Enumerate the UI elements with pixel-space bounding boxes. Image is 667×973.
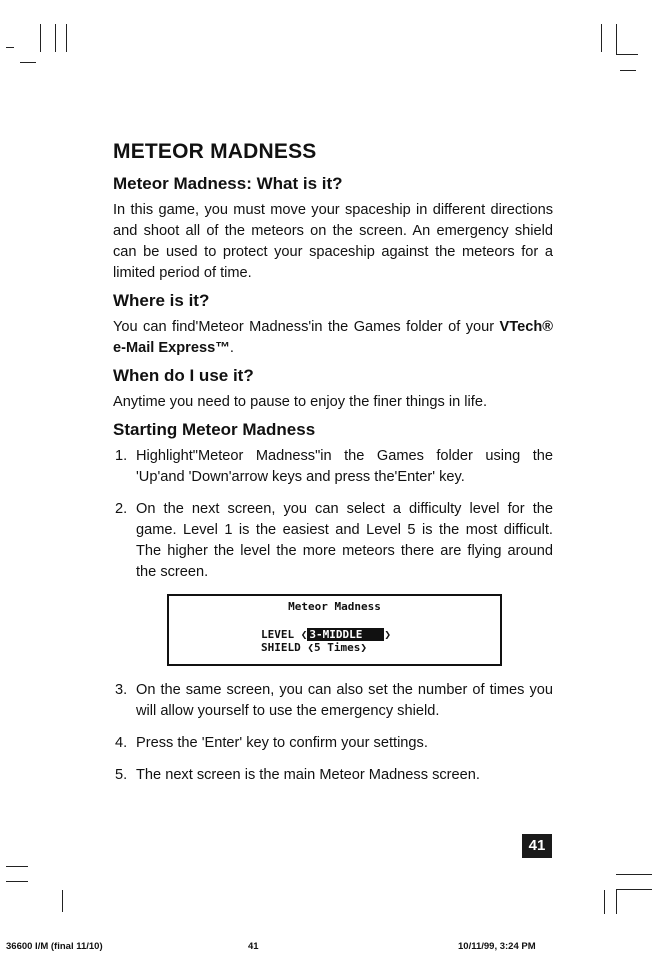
crop-mark-top-right — [620, 70, 636, 71]
crop-mark-top-left — [55, 24, 56, 52]
where-text-end: . — [229, 340, 234, 356]
chevron-left-icon: ❮ — [307, 641, 314, 654]
crop-mark-top-right — [616, 54, 638, 55]
crop-mark-bottom-left — [62, 890, 63, 912]
footer-right: 10/11/99, 3:24 PM — [458, 941, 536, 952]
section-title-when: When do I use it? — [113, 366, 254, 385]
section-body-when: Anytime you need to pause to enjoy the finer things in life. — [113, 394, 487, 410]
section-body-what: In this game, you must move your spaceship in different directions and shoot all of the meteors on the screen. An emergency shield can be used to protect your spaceship against the meteors for a limited period of time. — [113, 202, 553, 281]
crop-mark-bottom-right — [604, 890, 605, 914]
level-label: LEVEL — [261, 628, 295, 641]
shield-value: 5 Times — [314, 641, 361, 654]
crop-mark-bottom-left — [6, 866, 28, 867]
step-text: The next screen is the main Meteor Madness screen. — [136, 767, 480, 783]
chevron-right-icon: ❯ — [384, 628, 391, 641]
step-item — [113, 765, 553, 786]
section-title-start: Starting Meteor Madness — [113, 420, 316, 439]
crop-mark-bottom-right — [616, 890, 617, 914]
step-item — [113, 733, 553, 754]
crop-mark-bottom-left — [6, 881, 28, 882]
step-number: 3. — [115, 682, 128, 698]
crop-mark-top-left — [20, 62, 36, 63]
where-text: You can find'Meteor Madness'in the Games folder of your — [113, 319, 495, 335]
step-number: 1. — [115, 448, 128, 464]
page-title: METEOR MADNESS — [113, 140, 317, 163]
step-text: Highlight"Meteor Madness"in the Games folder using the 'Up'and 'Down'arrow keys and press the'Enter' key. — [136, 448, 553, 485]
step-text: On the next screen, you can select a difficulty level for the game. Level 1 is the easiest and Level 5 is the most difficult. The higher the level the more meteors there are flying around the screen. — [136, 501, 553, 580]
crop-mark-bottom-right — [616, 889, 652, 890]
product-name: VTech® e-Mail Express™ — [113, 319, 553, 356]
steps-list — [113, 446, 553, 583]
step-number: 2. — [115, 501, 128, 517]
chevron-right-icon: ❯ — [360, 641, 367, 654]
level-value: 3-MIDDLE — [307, 628, 384, 641]
screen-title: Meteor Madness — [288, 600, 381, 613]
section-title-what: Meteor Madness: What is it? — [113, 174, 343, 193]
steps-list-continued — [113, 680, 553, 786]
page-content — [113, 140, 553, 797]
step-text: Press the 'Enter' key to confirm your settings. — [136, 735, 428, 751]
footer-left: 36600 I/M (final 11/10) — [6, 941, 103, 952]
step-text: On the same screen, you can also set the number of times you will allow yourself to use the emergency shield. — [136, 682, 553, 719]
step-number: 5. — [115, 767, 128, 783]
step-number: 4. — [115, 735, 128, 751]
shield-row — [261, 641, 367, 654]
crop-mark-bottom-right — [616, 874, 652, 875]
crop-mark-top-left — [6, 47, 14, 48]
crop-mark-top-right — [616, 24, 617, 54]
step-item — [113, 680, 553, 722]
crop-mark-top-left — [40, 24, 41, 52]
page-number-badge: 41 — [522, 834, 552, 858]
level-row — [261, 628, 391, 641]
section-title-where: Where is it? — [113, 291, 210, 310]
footer-center: 41 — [248, 941, 259, 952]
section-body-where — [113, 317, 553, 359]
step-item — [113, 499, 553, 583]
crop-mark-top-left — [66, 24, 67, 52]
step-item — [113, 446, 553, 488]
crop-mark-top-right — [601, 24, 602, 52]
chevron-left-icon: ❮ — [300, 628, 308, 641]
game-screen-illustration — [167, 594, 502, 666]
shield-label: SHIELD — [261, 641, 301, 654]
